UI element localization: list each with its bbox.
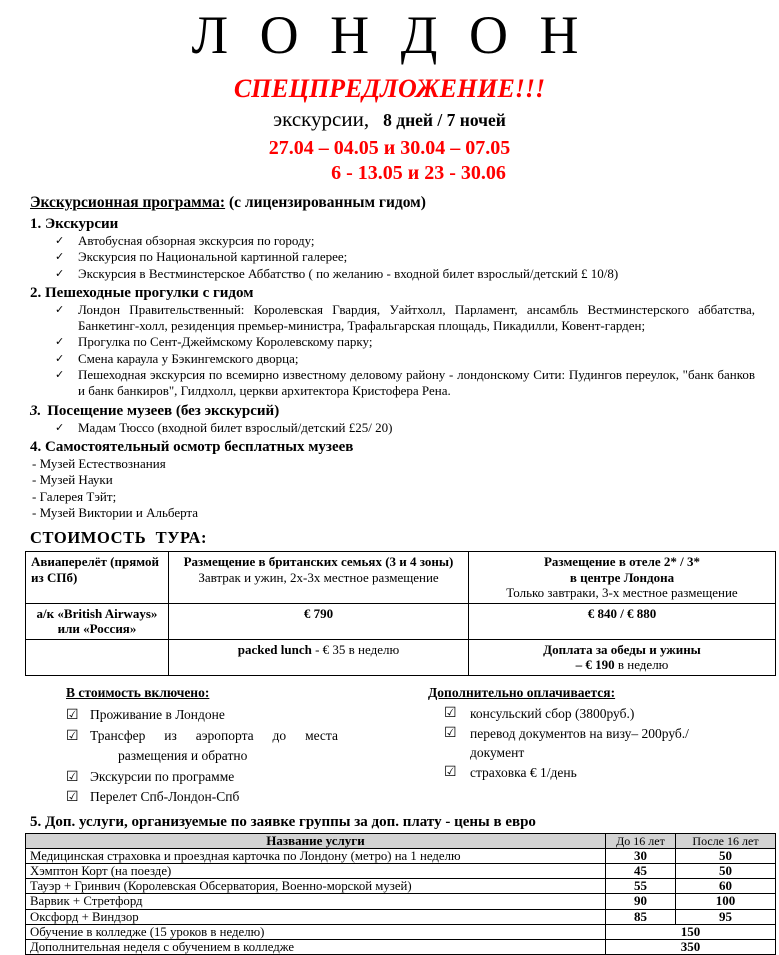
service-price-over16: 50 [676, 864, 776, 879]
meals-surcharge-unit: в неделю [614, 657, 669, 673]
service-name: Оксфорд + Виндзор [26, 909, 606, 924]
section-2-title: 2. Пешеходные прогулки с гидом [30, 284, 254, 301]
packed-lunch-cell [169, 639, 469, 675]
extra-fees-heading: Дополнительно оплачивается: [428, 684, 616, 700]
airline-cell [26, 603, 169, 639]
list-item [30, 233, 755, 249]
service-price-under16: 90 [606, 894, 676, 909]
service-name: Варвик + Стретфорд [26, 894, 606, 909]
checked-checkbox-icon: ☑ [444, 724, 457, 741]
price-col1-header: Авиаперелёт (прямой из СПб) [26, 552, 169, 604]
included-item-text: Экскурсии по программе [90, 768, 235, 784]
airline-line2: или «Россия» [57, 621, 137, 637]
checked-checkbox-icon: ☑ [66, 768, 79, 785]
table-row [26, 924, 776, 939]
list-item [30, 249, 755, 265]
section-3-number: 3. [30, 402, 42, 419]
dates-line-1: 27.04 – 04.05 и 30.04 – 07.05 [268, 137, 511, 159]
subtitle-excursions: экскурсии, [273, 107, 370, 131]
included-item [66, 705, 338, 726]
check-icon: ✓ [55, 368, 65, 382]
bullet-text: Экскурсия по Национальной картинной галерее; [78, 249, 348, 265]
hotel-price-cell: € 840 / € 880 [469, 603, 776, 639]
packed-lunch-label: packed lunch [237, 641, 312, 657]
services-col-name-header: Название услуги [26, 833, 606, 848]
bullet-text: Лондон Правительственный: Королевская Гвардия, Уайтхолл, Парламент, ансамбль Вестминстерского аббатства, Банкетинг-холл, резиденция премьер-министра, Трафальгарская площадь, Пикадилли, Ковент-гарден; [78, 301, 755, 334]
check-icon: ✓ [55, 266, 65, 280]
extra-fee-item [428, 763, 718, 783]
included-item-text: Проживание в Лондоне [90, 707, 225, 723]
price-table-row [26, 603, 776, 639]
service-price-over16: 95 [676, 909, 776, 924]
service-price-under16: 30 [606, 848, 676, 863]
table-row [26, 864, 776, 879]
program-heading-underlined: Экскурсионная программа: [30, 194, 226, 211]
meals-surcharge-label: Доплата за обеды и ужины [543, 641, 701, 657]
included-item [66, 767, 338, 788]
list-item [30, 266, 755, 282]
included-column [66, 683, 338, 808]
special-offer: СПЕЦПРЕДЛОЖЕНИЕ!!! [233, 74, 546, 103]
bullet-text: Пешеходная экскурсия по всемирно известному деловому району - лондонскому Сити: Пудингов переулок, "банк банков и банк банкиров", Гилдхолл, церкви архитектора Кристофера Рена. [78, 367, 755, 399]
service-name: Дополнительная неделя с обучением в колледже [26, 940, 606, 955]
bullet-text: Смена караула у Бэкингемского дворца; [78, 350, 299, 366]
services-col-under16-header: До 16 лет [606, 833, 676, 848]
price-col2-subtitle: Завтрак и ужин, 2х-3х местное размещение [198, 569, 439, 585]
service-price-over16: 100 [676, 894, 776, 909]
table-row [26, 879, 776, 894]
tour-dates [0, 136, 779, 186]
check-icon: ✓ [55, 250, 65, 264]
price-col3-title1: Размещение в отеле 2* / 3* [543, 554, 701, 570]
checked-checkbox-icon: ☑ [444, 705, 457, 722]
price-col3-title2: в центре Лондона [569, 569, 675, 585]
services-table [25, 833, 776, 955]
meals-surcharge-price: – € 190 [575, 657, 615, 673]
section-1-title: 1. Экскурсии [30, 216, 119, 232]
extra-fee-item [428, 724, 718, 763]
extra-fee-text: страховка € 1/день [470, 764, 577, 780]
airline-line1: а/к «British Airways» [36, 605, 158, 621]
check-icon: ✓ [55, 302, 65, 316]
list-item [30, 351, 755, 367]
services-col-over16-header: После 16 лет [676, 833, 776, 848]
section-3-title [30, 402, 755, 420]
table-row [26, 894, 776, 909]
list-item [30, 302, 755, 335]
service-price-under16: 85 [606, 909, 676, 924]
price-section-heading: СТОИМОСТЬ ТУРА: [30, 528, 208, 548]
empty-cell [26, 639, 169, 675]
list-item [30, 420, 755, 436]
price-table-header-row [26, 552, 776, 604]
included-item-text: Трансфер из аэропорта до места размещения и обратно [90, 727, 338, 764]
bullet-text: Автобусная обзорная экскурсия по городу; [78, 233, 315, 248]
museum-item: - Музей Естествознания [32, 455, 166, 471]
list-item [30, 367, 755, 400]
checked-checkbox-icon: ☑ [66, 727, 79, 744]
service-price-under16: 45 [606, 864, 676, 879]
extra-fee-text: консульский сбор (3800руб.) [470, 706, 635, 722]
service-name: Обучение в колледже (15 уроков в неделю) [26, 924, 606, 939]
services-header-row [26, 833, 776, 848]
subtitle-duration: 8 дней / 7 ночей [383, 110, 506, 130]
museum-item: - Музей Науки [32, 472, 113, 488]
table-row [26, 848, 776, 863]
included-item [66, 787, 338, 808]
price-col3-header [469, 552, 776, 604]
table-row [26, 940, 776, 955]
service-price-under16: 55 [606, 879, 676, 894]
checked-checkbox-icon: ☑ [66, 789, 79, 806]
included-item-text: Перелет Спб-Лондон-Спб [90, 789, 240, 805]
price-table [25, 551, 776, 676]
price-col2-header [169, 552, 469, 604]
meals-surcharge-cell [469, 639, 776, 675]
check-icon: ✓ [55, 234, 65, 247]
service-name: Хэмптон Корт (на поезде) [26, 864, 606, 879]
extra-fee-text: перевод документов на визу– 200руб./документ [470, 725, 689, 761]
checked-checkbox-icon: ☑ [66, 707, 79, 724]
tour-subtitle [0, 106, 779, 133]
check-icon: ✓ [55, 335, 65, 349]
check-icon: ✓ [55, 420, 65, 434]
dates-line-2: 6 - 13.05 и 23 - 30.06 [331, 162, 506, 184]
family-price-cell: € 790 [169, 603, 469, 639]
inclusions-section [30, 683, 755, 808]
extra-fee-item [428, 704, 718, 724]
price-col3-subtitle: Только завтраки, 3-х местное размещение [506, 585, 738, 601]
service-price-over16: 60 [676, 879, 776, 894]
checked-checkbox-icon: ☑ [444, 763, 457, 780]
table-row [26, 909, 776, 924]
bullet-text: Мадам Тюссо (входной билет взрослый/детский £25/ 20) [78, 419, 393, 435]
bullet-text: Экскурсия в Вестминстерское Аббатство ( по желанию - входной билет взрослый/детский £ 10/8) [78, 265, 619, 281]
price-col2-title: Размещение в британских семьях (3 и 4 зоны) [183, 554, 454, 570]
check-icon: ✓ [55, 351, 65, 365]
service-price-merged: 350 [606, 940, 776, 955]
service-price-merged: 150 [606, 924, 776, 939]
price-table-row [26, 639, 776, 675]
section-4-title: 4. Самостоятельный осмотр бесплатных музеев [30, 438, 354, 455]
bullet-text: Прогулка по Сент-Джеймскому Королевскому парку; [78, 334, 373, 350]
service-price-over16: 50 [676, 848, 776, 863]
included-heading: В стоимость включено: [66, 684, 210, 700]
museum-item: - Галерея Тэйт; [32, 488, 117, 504]
extra-fees-column [428, 683, 718, 808]
page-title: Л О Н Д О Н [191, 5, 588, 65]
service-name: Медицинская страховка и проездная карточка по Лондону (метро) на 1 неделю [26, 848, 606, 863]
program-heading [30, 193, 755, 213]
museum-item: - Музей Виктории и Альберта [32, 504, 199, 520]
section-3-label: Посещение музеев (без экскурсий) [47, 402, 280, 419]
program-heading-note: (с лицензированным гидом) [225, 194, 426, 211]
included-item [66, 726, 338, 767]
service-name: Тауэр + Гринвич (Королевская Обсерватория, Военно-морской музей) [26, 879, 606, 894]
services-section-heading: 5. Доп. услуги, организуемые по заявке группы за доп. плату - цены в евро [30, 813, 536, 830]
packed-lunch-price: - € 35 в неделю [311, 641, 400, 657]
list-item [30, 334, 755, 350]
